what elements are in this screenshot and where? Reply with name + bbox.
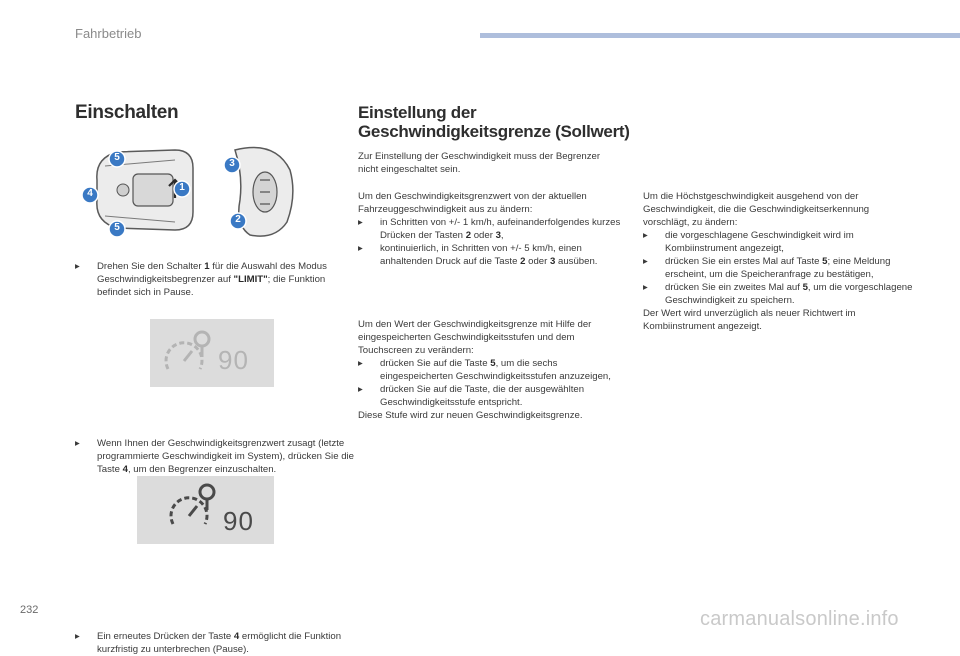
right-column: Um die Höchstgeschwindigkeit ausgehend von der Geschwindigkeit, die die Geschwindigkeitserkennung vorschlägt, zu ändern: ▸ die vorgeschlagene Geschwindigkeit wird im Kombiinstrument angezeigt, ▸ drücken Sie ein erstes Mal auf Taste 5; eine Meldung erscheint, um die Speicheranfrage zu bestätigen, ▸ drücken Sie ein zweites Mal auf 5, um die vorgeschlagene Geschwindigkeit zu speichern. Der Wert wird unverzüglich als neuer Richtwert im Kombiinstrument angezeigt. [643,191,913,332]
left-step-1: ▸ Drehen Sie den Schalter 1 für die Auswahl des Modus Geschwindigkeitsbegrenzer auf "LIMIT"; die Funktion befindet sich in Pause. [75,261,327,298]
bullet-arrow-icon: ▸ [75,261,80,272]
left-heading: Einschalten [75,102,179,123]
speed-limiter-icon [165,480,221,534]
limiter-display-active [137,476,274,544]
limit-value-active: 90 [223,506,254,536]
bullet-arrow-icon: ▸ [358,358,363,369]
bullet-arrow-icon: ▸ [75,438,80,449]
speed-limiter-icon [160,327,216,379]
left-step-2: ▸ Wenn Ihnen der Geschwindigkeitsgrenzwert zusagt (letzte programmierte Geschwindigkeit im System), drücken Sie die Taste 4, um den Begrenzer einzuschalten. [75,438,354,475]
bullet-arrow-icon: ▸ [358,384,363,395]
limit-value-paused: 90 [218,345,249,375]
middle-para-1-bullet-2: ▸ kontinuierlich, in Schritten von +/- 5 km/h, einen anhaltenden Druck auf die Taste 2 oder 3 ausüben. [358,243,598,267]
callout-5-bottom: 5 [108,220,126,243]
middle-intro: Zur Einstellung der Geschwindigkeit muss der Begrenzer nicht eingeschaltet sein. [358,151,601,175]
bullet-arrow-icon: ▸ [358,243,363,254]
callout-1: 1 [173,180,191,203]
middle-para-2-bullet-2: ▸ drücken Sie auf die Taste, die der ausgewählten Geschwindigkeitsstufe entspricht. [358,384,585,408]
callout-3: 3 [223,156,241,179]
header-bar [480,33,960,38]
left-step-3: ▸ Ein erneutes Drücken der Taste 4 ermöglicht die Funktion kurzfristig zu unterbrechen (Pause). [75,631,342,655]
middle-para-1-bullet-1: ▸ in Schritten von +/- 1 km/h, aufeinanderfolgendes kurzes Drücken der Tasten 2 oder 3, [358,217,621,241]
middle-para-1: Um den Geschwindigkeitsgrenzwert von der aktuellen Fahrzeuggeschwindigkeit aus zu ändern: ▸ in Schritten von +/- 1 km/h, aufeinanderfolgendes kurzes Drücken der Tasten 2 oder 3, ▸ kontinuierlich, in Schritten von +/- 5 km/h, einen anhaltenden Druck auf die Taste 2 oder 3 ausüben. [358,190,630,268]
bullet-arrow-icon: ▸ [75,631,80,642]
middle-para-2-bullet-1: ▸ drücken Sie auf die Taste 5, um die sechs eingespeicherten Geschwindigkeitsstufen anzuzeigen, [358,358,611,382]
callout-5-top: 5 [108,150,126,173]
bullet-arrow-icon: ▸ [358,217,363,228]
stalk-illustration [75,140,335,240]
watermark: carmanualsonline.info [700,608,899,630]
bullet-arrow-icon: ▸ [643,282,648,293]
right-bullet-3: ▸ drücken Sie ein zweites Mal auf 5, um die vorgeschlagene Geschwindigkeit zu speichern. [643,282,913,306]
callout-4: 4 [81,186,99,209]
callout-2: 2 [229,212,247,235]
bullet-arrow-icon: ▸ [643,256,648,267]
right-bullet-2: ▸ drücken Sie ein erstes Mal auf Taste 5; eine Meldung erscheint, um die Speicheranfrage zu bestätigen, [643,256,891,280]
page-number: 232 [20,604,39,616]
right-bullet-1: ▸ die vorgeschlagene Geschwindigkeit wird im Kombiinstrument angezeigt, [643,230,854,254]
middle-heading: Einstellung der Geschwindigkeitsgrenze (Sollwert) [358,103,630,141]
bullet-arrow-icon: ▸ [643,230,648,241]
middle-para-2: Um den Wert der Geschwindigkeitsgrenze mit Hilfe der eingespeicherten Geschwindigkeitsstufen und dem Touchscreen zu verändern: ▸ drücken Sie auf die Taste 5, um die sechs eingespeicherten Geschwindigkeitsstufen anzuzeigen, ▸ drücken Sie auf die Taste, die der ausgewählten Geschwindigkeitsstufe entspricht. Diese Stufe wird zur neuen Geschwindigkeitsgrenze. [358,318,630,422]
limiter-display-paused [150,319,274,387]
section-title: Fahrbetrieb [75,26,142,41]
